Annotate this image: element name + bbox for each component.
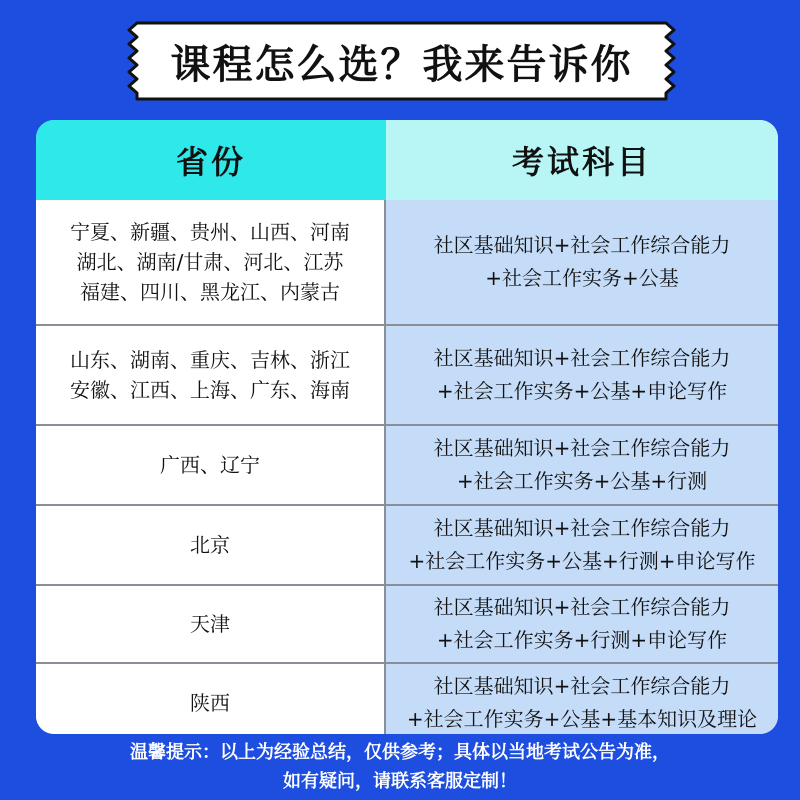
subjects-header: 考试科目 (386, 120, 778, 200)
footer-line-1: 温馨提示：以上为经验总结，仅供参考；具体以当地考试公告为准， (130, 742, 670, 763)
page-title: 课程怎么选？我来告诉你 (170, 41, 633, 88)
province-cell (36, 200, 386, 324)
table-row (36, 662, 778, 734)
subjects-cell: 社区基础知识+社会工作综合能力 +社会工作实务+公基+行测 (386, 426, 778, 504)
subjects-cell: 社区基础知识+社会工作综合能力 +社会工作实务+公基 (386, 200, 778, 324)
table-row (36, 424, 778, 504)
province-cell (36, 426, 386, 504)
province-text: 宁夏、新疆、贵州、山西、河南 湖北、湖南/甘肃、河北、江苏 福建、四川、黑龙江、内蒙古 (70, 220, 350, 304)
footer-line-2: 如有疑问，请联系客服定制！ (283, 771, 517, 792)
province-cell (36, 326, 386, 424)
province-cell (36, 664, 386, 734)
province-text: 广西、辽宁 (160, 453, 260, 477)
province-text: 天津 (190, 612, 230, 636)
subjects-cell: 社区基础知识+社会工作综合能力 +社会工作实务+公基+基本知识及理论 (386, 664, 778, 734)
table-header (36, 120, 778, 200)
subjects-cell: 社区基础知识+社会工作综合能力 +社会工作实务+公基+行测+申论写作 (386, 506, 778, 584)
province-cell (36, 586, 386, 662)
title-banner (115, 21, 688, 101)
subjects-cell: 社区基础知识+社会工作综合能力 +社会工作实务+行测+申论写作 (386, 586, 778, 662)
footer-note (0, 738, 800, 796)
province-text: 北京 (190, 533, 230, 557)
province-header: 省份 (36, 120, 386, 200)
province-text: 山东、湖南、重庆、吉林、浙江 安徽、江西、上海、广东、海南 (70, 348, 350, 402)
table-row (36, 504, 778, 584)
course-table (36, 120, 778, 734)
province-text: 陕西 (190, 691, 230, 715)
province-cell (36, 506, 386, 584)
subjects-cell: 社区基础知识+社会工作综合能力 +社会工作实务+公基+申论写作 (386, 326, 778, 424)
table-row (36, 324, 778, 424)
table-row (36, 200, 778, 324)
table-row (36, 584, 778, 662)
